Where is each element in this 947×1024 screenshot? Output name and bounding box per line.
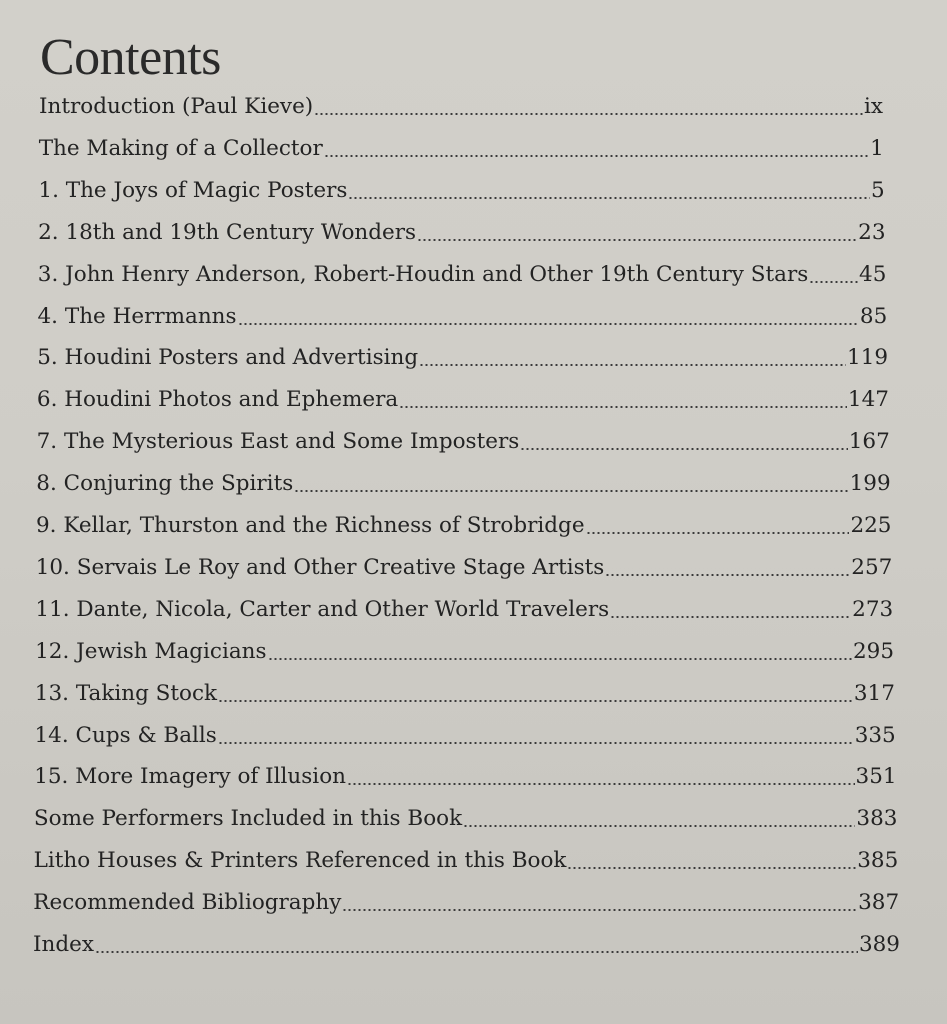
toc-entry-title: Recommended Bibliography: [33, 890, 342, 916]
toc-entry-title: 13. Taking Stock: [34, 680, 218, 706]
toc-entry-title: 6. Houdini Photos and Ephemera: [36, 387, 399, 413]
dot-leader: [324, 155, 869, 157]
toc-entry-page-number: 317: [853, 680, 895, 706]
dot-leader: [417, 239, 857, 241]
toc-entry: [34, 842, 899, 876]
dot-leader: [399, 406, 847, 408]
toc-entry-page-number: 385: [857, 848, 899, 874]
toc-entry: [35, 717, 896, 751]
toc-entry: [36, 465, 890, 499]
toc-entry-title: Index: [33, 932, 94, 957]
dot-leader: [348, 197, 870, 199]
dot-leader: [567, 867, 856, 869]
toc-entry: [35, 633, 894, 667]
toc-entry-page-number: 85: [859, 303, 888, 329]
toc-entry-page-number: 147: [847, 387, 889, 413]
toc-entry-page-number: 167: [848, 429, 890, 455]
toc-entry-page-number: 225: [850, 513, 892, 538]
toc-entry-page-number: 383: [856, 806, 898, 832]
toc-entry-page-number: 119: [847, 345, 889, 371]
dot-leader: [342, 909, 857, 911]
toc-entry: [38, 256, 887, 290]
toc-entry-title: 3. John Henry Anderson, Robert-Houdin and Other 19th Century Stars: [37, 261, 809, 287]
toc-entry-title: 2. 18th and 19th Century Wonders: [38, 219, 417, 245]
toc-entry-page-number: 389: [858, 932, 900, 957]
dot-leader: [586, 532, 850, 534]
toc-entry: [38, 298, 888, 332]
toc-entry-page-number: 273: [852, 596, 894, 622]
dot-leader: [419, 364, 846, 366]
toc-entry-title: 1. The Joys of Magic Posters: [38, 177, 348, 203]
dot-leader: [463, 825, 855, 827]
toc-entry-page-number: 1: [870, 135, 884, 161]
toc-entry-page-number: 199: [849, 471, 891, 497]
toc-entry: [34, 758, 896, 792]
toc-entry-title: The Making of a Collector: [38, 135, 323, 161]
toc-entry-page-number: 387: [858, 890, 900, 916]
toc-entry: [38, 172, 884, 206]
toc-entry: [37, 381, 889, 415]
toc-entry: [38, 214, 885, 248]
toc-entry-title: 5. Houdini Posters and Advertising: [37, 345, 419, 371]
dot-leader: [218, 700, 853, 702]
dot-leader: [218, 742, 854, 744]
toc-entry: [35, 591, 893, 625]
toc-entry-title: 7. The Mysterious East and Some Imposters: [36, 429, 520, 455]
toc-entry-title: 9. Kellar, Thurston and the Richness of Strobridge: [36, 513, 585, 538]
toc-entry: [37, 423, 890, 457]
dot-leader: [520, 448, 847, 450]
dot-leader: [314, 113, 863, 115]
toc-entry: [35, 675, 895, 709]
toc-entry-title: 14. Cups & Balls: [34, 722, 217, 748]
toc-entry: [39, 88, 883, 122]
toc-entry: [39, 130, 884, 164]
toc-entry-page-number: 335: [854, 722, 896, 748]
toc-entry-page-number: ix: [863, 94, 883, 119]
toc-entry-title: 15. More Imagery of Illusion: [34, 764, 346, 790]
dot-leader: [95, 951, 858, 953]
toc-entry-title: 4. The Herrmanns: [37, 303, 237, 329]
toc-entry-title: Some Performers Included in this Book: [33, 806, 463, 832]
dot-leader: [238, 323, 859, 325]
toc-entry-page-number: 45: [859, 261, 887, 287]
toc-entry-title: Litho Houses & Printers Referenced in this Book: [33, 848, 567, 874]
toc-entry-page-number: 295: [852, 638, 895, 664]
toc-entry: [33, 884, 899, 918]
toc-entry: [33, 926, 900, 960]
dot-leader: [610, 616, 851, 618]
dot-leader: [294, 490, 848, 492]
toc-entry: [34, 800, 898, 834]
dot-leader: [347, 783, 855, 785]
toc-entry: [36, 507, 892, 541]
dot-leader: [809, 281, 858, 283]
toc-entry-title: 10. Servais Le Roy and Other Creative Stage Artists: [35, 554, 605, 580]
dot-leader: [268, 658, 852, 660]
toc-entry: [37, 339, 888, 373]
toc-entry-page-number: 351: [855, 764, 897, 790]
toc-entry-page-number: 257: [851, 554, 893, 580]
toc-entry-title: 8. Conjuring the Spirits: [36, 471, 294, 497]
toc-entry-page-number: 5: [871, 177, 885, 203]
toc-entry-title: 12. Jewish Magicians: [35, 638, 267, 664]
page-title: Contents: [40, 29, 221, 86]
toc-entry-title: Introduction (Paul Kieve): [39, 94, 314, 119]
toc-entry: [36, 549, 893, 583]
toc-entry-title: 11. Dante, Nicola, Carter and Other World Travelers: [35, 596, 610, 622]
dot-leader: [605, 574, 850, 576]
toc-entry-page-number: 23: [858, 219, 886, 245]
